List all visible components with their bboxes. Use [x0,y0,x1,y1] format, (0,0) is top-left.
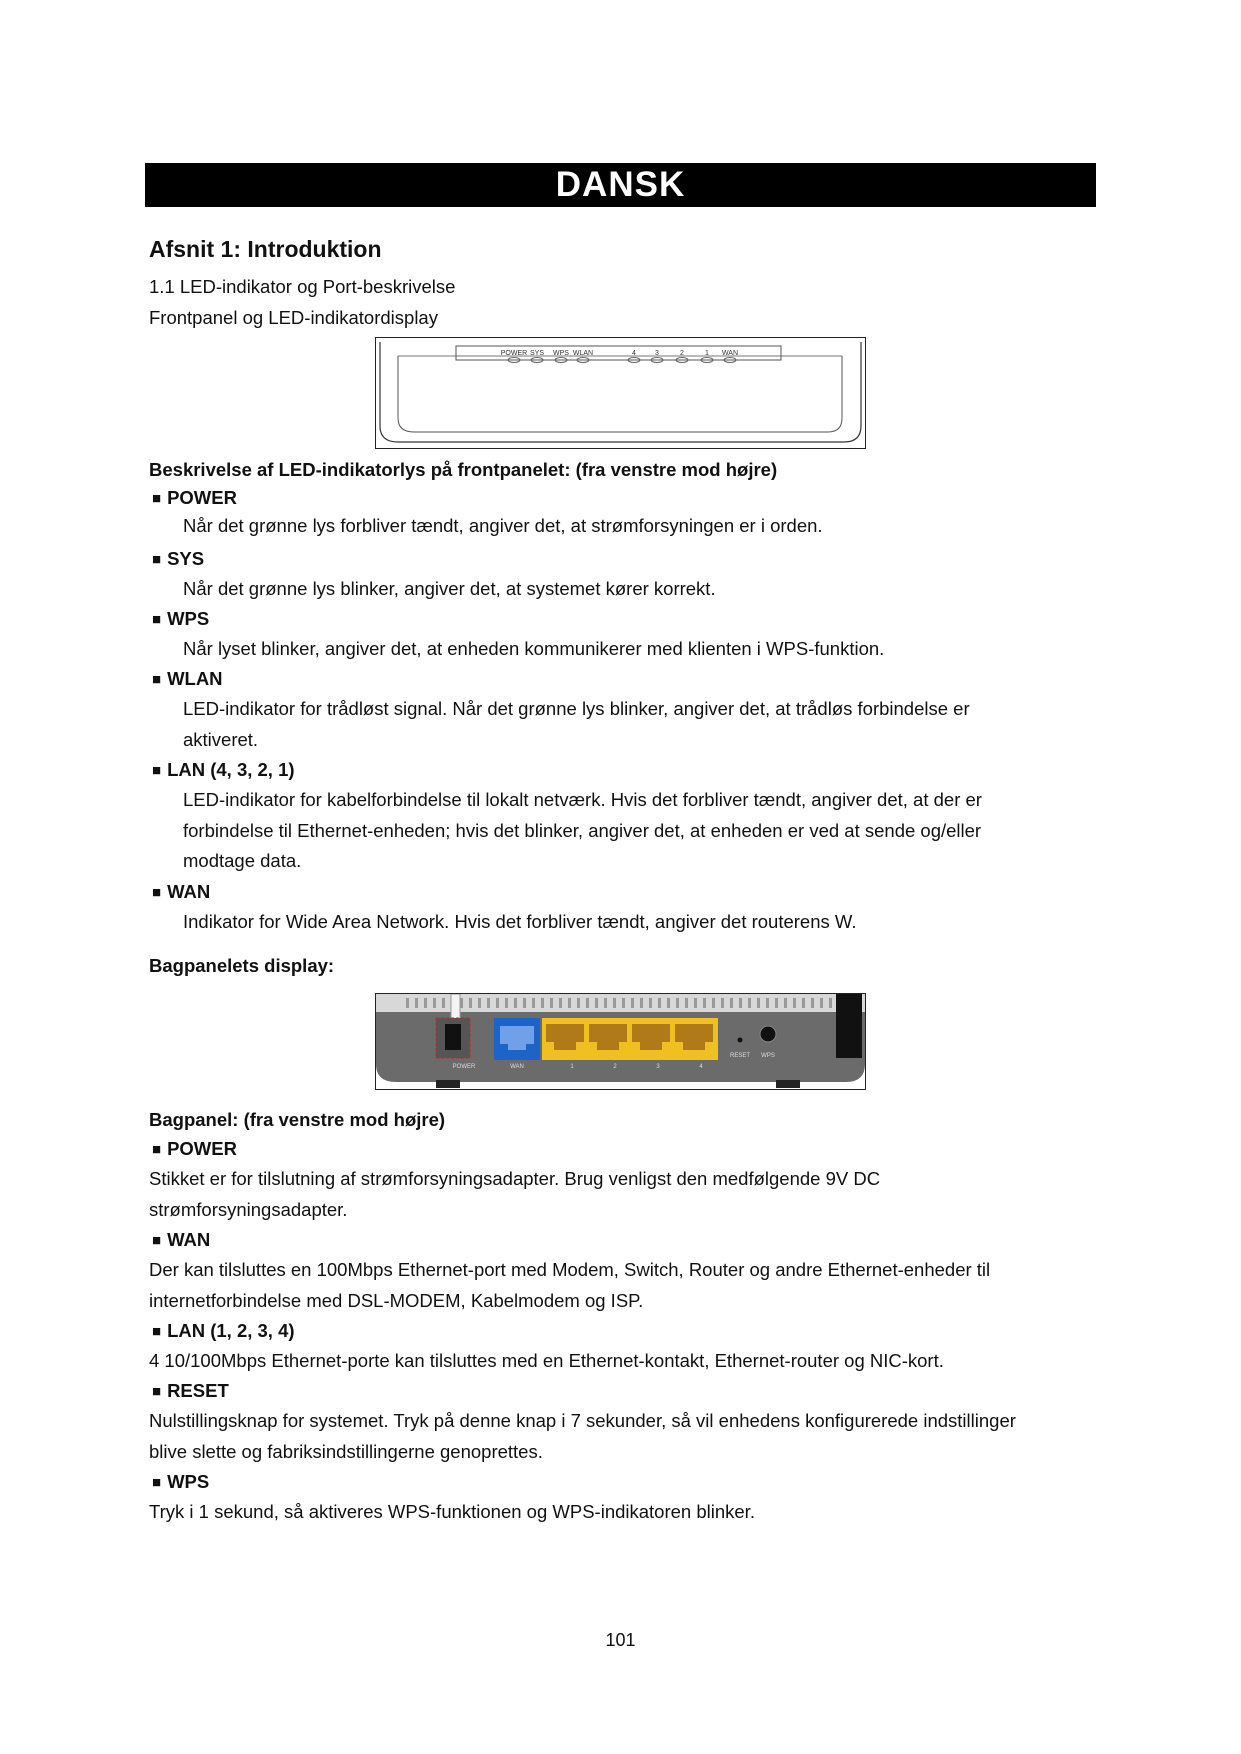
vent-slot [568,998,571,1008]
vent-slot [667,998,670,1008]
led-item-title-text: SYS [167,548,205,569]
led-item-desc [183,638,884,660]
vent-slot [478,998,481,1008]
vent-slot [676,998,679,1008]
led-item-desc-text: modtage data. [183,850,302,871]
bullet-icon: ■ [152,1141,162,1158]
back-item-desc [149,1501,755,1523]
vent-slot [820,998,823,1008]
back-item-title-text: LAN (1, 2, 3, 4) [167,1320,295,1341]
subsection-title: 1.1 LED-indikator og Port-beskrivelse [149,276,456,297]
back-item-title-text: POWER [167,1138,237,1159]
front-led-label: SYS [529,350,545,357]
vent-slot [595,998,598,1008]
back-port-label: RESET [729,1053,751,1059]
led-item-desc [183,515,823,537]
front-led-label: WLAN [572,350,594,357]
back-panel-figure [375,993,866,1090]
vent-slot [694,998,697,1008]
led-item-desc-text: Når lyset blinker, angiver det, at enheden kommunikerer med klienten i WPS-funktion. [183,638,885,659]
vent-slot [811,998,814,1008]
front-led-label: WPS [553,350,569,357]
led-item-desc [183,789,982,811]
back-item-desc [149,1290,643,1312]
led-item-title [152,608,209,630]
back-port-label: 1 [570,1064,574,1070]
vent-slot [505,998,508,1008]
led-item-desc [183,820,981,842]
led-heading: Beskrivelse af LED-indikatorlys på frontpanelet: (fra venstre mod højre) [149,459,778,480]
vent-slot [784,998,787,1008]
led-item-desc-text: LED-indikator for trådløst signal. Når det grønne lys blinker, angiver det, at trådløs forbindelse er [183,698,970,719]
vent-slot [685,998,688,1008]
back-item-desc [149,1350,944,1372]
back-item-desc-text: Nulstillingsknap for systemet. Tryk på denne knap i 7 sekunder, så vil enhedens konfigurerede indstillinger [149,1410,1016,1431]
front-led-label: 3 [655,350,659,357]
led-item-title-text: WLAN [167,668,223,689]
back-item-title [152,1380,229,1402]
bullet-icon: ■ [152,671,162,688]
back-item-desc [149,1199,347,1221]
back-item-title [152,1138,237,1160]
back-item-desc [149,1168,880,1190]
vent-slot [748,998,751,1008]
led-item-title [152,487,237,509]
bullet-icon: ■ [152,762,162,779]
vent-slot [532,998,535,1008]
front-panel-figure [375,337,866,449]
vent-slot [496,998,499,1008]
led-item-desc [183,578,716,600]
bullet-icon: ■ [152,1383,162,1400]
vent-slot [559,998,562,1008]
led-item-desc-text: Indikator for Wide Area Network. Hvis det forbliver tændt, angiver det routerens W. [183,911,857,932]
led-item-desc-text: LED-indikator for kabelforbindelse til lokalt netværk. Hvis det forbliver tændt, angiver det, at der er [183,789,982,810]
back-port-label: 4 [699,1064,703,1070]
back-item-title-text: WPS [167,1471,210,1492]
back-item-title [152,1320,295,1342]
vent-slot [658,998,661,1008]
vent-slot [703,998,706,1008]
back-item-desc [149,1410,1016,1432]
vent-slot [730,998,733,1008]
back-item-title-text: WAN [167,1229,211,1250]
front-led-label: POWER [500,350,528,357]
wps-button [760,1026,776,1042]
bullet-icon: ■ [152,551,162,568]
bullet-icon: ■ [152,611,162,628]
back-port-label: 3 [656,1064,660,1070]
back-item-title [152,1229,210,1251]
front-led-label: 2 [680,350,684,357]
vent-slot [793,998,796,1008]
led-item-title [152,759,295,781]
back-item-title-text: RESET [167,1380,229,1401]
vent-slot [613,998,616,1008]
vent-slot [712,998,715,1008]
vent-slot [775,998,778,1008]
led-item-desc-text: Når det grønne lys forbliver tændt, angiver det, at strømforsyningen er i orden. [183,515,823,536]
back-port-label: POWER [452,1064,476,1070]
back-heading: Bagpanel: (fra venstre mod højre) [149,1109,446,1130]
back-port-label: WAN [510,1064,524,1070]
front-led-label: WAN [721,350,739,357]
vent-slot [415,998,418,1008]
back-item-desc-text: Tryk i 1 sekund, så aktiveres WPS-funktionen og WPS-indikatoren blinker. [149,1501,755,1522]
led-item-desc-text: Når det grønne lys blinker, angiver det, at systemet kører korrekt. [183,578,716,599]
back-item-desc-text: strømforsyningsadapter. [149,1198,348,1220]
led-item-title-text: WAN [167,881,211,902]
back-port-label: 2 [613,1064,617,1070]
back-item-desc-text: internetforbindelse med DSL-MODEM, Kabelmodem og ISP. [149,1289,644,1311]
bullet-icon: ■ [152,1323,162,1340]
back-item-desc [149,1441,543,1463]
led-item-desc [183,911,856,933]
vent-slot [469,998,472,1008]
vent-slot [766,998,769,1008]
front-led-label: 4 [632,350,636,357]
bullet-icon: ■ [152,490,162,507]
vent-slot [487,998,490,1008]
language-banner: DANSK [145,163,1096,207]
vent-slot [604,998,607,1008]
led-item-title [152,881,210,903]
reset-button [738,1038,743,1043]
front-led-label: 1 [705,350,709,357]
bullet-icon: ■ [152,884,162,901]
led-item-desc-text: forbindelse til Ethernet-enheden; hvis det blinker, angiver det, at enheden er ved at sende og/eller [183,819,982,841]
vent-slot [586,998,589,1008]
back-port-label: WPS [761,1053,775,1059]
vent-slot [433,998,436,1008]
front-panel-caption: Frontpanel og LED-indikatordisplay [149,307,438,328]
section-title: Afsnit 1: Introduktion [149,236,382,262]
vent-slot [721,998,724,1008]
vent-slot [649,998,652,1008]
bullet-icon: ■ [152,1474,162,1491]
bullet-icon: ■ [152,1232,162,1249]
led-item-title [152,548,204,570]
vent-slot [406,998,409,1008]
vent-slot [424,998,427,1008]
vent-slot [622,998,625,1008]
led-item-desc [183,729,258,751]
led-item-title-text: POWER [167,487,237,508]
back-panel-drawing [376,994,865,1089]
back-item-desc-text: 4 10/100Mbps Ethernet-porte kan tilsluttes med en Ethernet-kontakt, Ethernet-router og NIC-kort. [149,1350,944,1371]
vent-slot [541,998,544,1008]
led-item-desc [183,698,970,720]
vent-slot [631,998,634,1008]
page-number: 101 [605,1630,636,1650]
vent-slot [442,998,445,1008]
vent-slot [550,998,553,1008]
vent-slot [523,998,526,1008]
back-item-desc-text: blive slette og fabriksindstillingerne genoprettes. [149,1440,543,1462]
back-panel-caption: Bagpanelets display: [149,955,335,976]
vent-slot [802,998,805,1008]
vent-slot [577,998,580,1008]
vent-slot [829,998,832,1008]
vent-slot [640,998,643,1008]
led-item-title [152,668,223,690]
back-item-desc [149,1259,990,1281]
back-item-desc-text: Stikket er for tilslutning af strømforsyningsadapter. Brug venligst den medfølgende 9V DC [149,1168,881,1189]
led-item-desc-text: aktiveret. [183,728,259,750]
led-item-title-text: WPS [167,608,210,629]
front-panel-drawing [376,338,865,448]
back-item-title [152,1471,209,1493]
vent-slot [739,998,742,1008]
led-item-desc [183,850,301,872]
vent-slot [514,998,517,1008]
vent-slot [757,998,760,1008]
led-item-title-text: LAN (4, 3, 2, 1) [167,759,295,780]
back-item-desc-text: Der kan tilsluttes en 100Mbps Ethernet-port med Modem, Switch, Router og andre Ethernet-enheder til [149,1259,991,1280]
